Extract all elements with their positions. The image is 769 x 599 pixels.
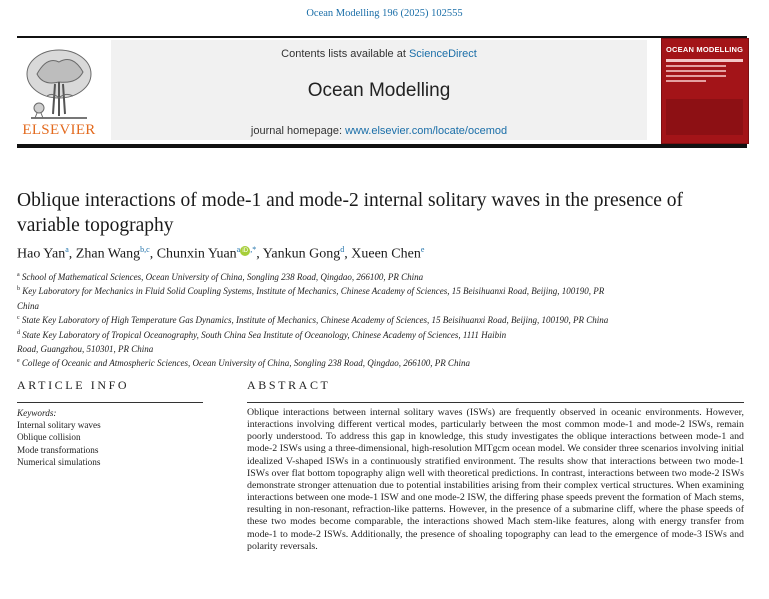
author-name[interactable]: Zhan Wang [75, 246, 141, 262]
keyword-item: Oblique collision [17, 432, 81, 443]
affiliation-line [17, 312, 657, 326]
author-affil-marker[interactable]: b,c [140, 245, 150, 254]
corresponding-author-marker[interactable]: ,* [250, 245, 257, 254]
affil-text: State Key Laboratory of High Temperature Gas Dynamics, Institute of Mechanics, Chinese Academy of Sciences, 15 Beisihuanxi Road, Beijing, 100190, PR China [19, 315, 609, 326]
journal-cover-thumbnail[interactable] [661, 38, 749, 144]
article-info-rule [17, 402, 203, 403]
cover-band [666, 59, 743, 62]
article-title: Oblique interactions of mode-1 and mode-2 internal solitary waves in the presence of variable topography [17, 190, 684, 236]
affiliation-line [17, 341, 657, 355]
affiliation-line [17, 327, 657, 341]
affil-label: b [17, 286, 20, 293]
keyword-item: Internal solitary waves [17, 420, 101, 431]
abstract-rule [247, 402, 744, 403]
sciencedirect-link[interactable]: ScienceDirect [408, 48, 477, 60]
affil-label: c [17, 315, 20, 322]
affiliation-line [17, 283, 657, 297]
cover-title: OCEAN MODELLING [666, 45, 744, 54]
journal-header [17, 36, 747, 148]
author-name[interactable]: Chunxin Yuan [156, 246, 237, 262]
affil-label: a [17, 272, 20, 278]
affil-label: d [17, 329, 20, 336]
author-name[interactable]: Yankun Gong [262, 246, 341, 262]
header-bottom-rule [17, 144, 747, 148]
affil-text: China [17, 300, 40, 311]
author-affil-marker[interactable]: e [420, 245, 425, 254]
abstract-text: Oblique interactions between internal solitary waves (ISWs) are frequently observed in oceanic environments. However, interactions involving different vertical modes, particularly between the most common mode-1 and mode-2 ISWs, remain poorly understood. To address this gap in knowledge, this study investigates the oblique interactions between mode-1 and mode-2 ISWs using a three-dimensional, high-resolution MITgcm ocean model. We consider three scenarios involving initial idealized V-shaped ISWs in a continuously stratified environment. The results show that interactions between two mode-1 ISWs over flat bottom topography align well with theoretical predictions. In contrast, interactions between two mode-2 ISWs demonstrate stronger attenuation due to potential instabilities arising from their complex vertical structures. When examining interactions between one mode-1 ISW and one mode-2 ISW, the differing phase speeds prevent the formation of Mach stems, resulting in non-resonant, refraction-like patterns. However, in the presence of a submarine cliff, where the phase speeds of these two modes become comparable, the interactions showed Mach stem-like features, along with energy transfer from mode-1 to mode-2 ISWs. Additionally, the presence of shoaling topography can lead to the emergence of mode-3 ISWs and polarity reversals. [247, 407, 744, 552]
cover-image [666, 99, 743, 135]
journal-title: Ocean Modelling [307, 80, 451, 101]
journal-citation-link[interactable]: Ocean Modelling 196 (2025) 102555 [306, 8, 463, 19]
affil-text: College of Oceanic and Atmospheric Sciences, Ocean University of China, Songling 238 Road, Qingdao, 266100, PR China [19, 358, 470, 369]
affil-label: e [17, 358, 20, 365]
author-affil-marker[interactable]: a [65, 245, 69, 254]
affiliation-line [17, 298, 657, 312]
keyword-item: Mode transformations [17, 444, 99, 455]
author-name[interactable]: Xueen Chen [351, 246, 421, 262]
orcid-icon[interactable]: iD [240, 246, 250, 256]
keywords-block [17, 407, 207, 468]
article-info-heading: ARTICLE INFO [17, 378, 130, 392]
author-affil-marker[interactable]: a [236, 245, 241, 254]
abstract-heading: ABSTRACT [247, 378, 331, 392]
affiliation-line [17, 269, 657, 283]
affil-text: Key Laboratory for Mechanics in Fluid Solid Coupling Systems, Institute of Mechanics, Chinese Academy of Sciences, 15 Beisihuanxi Road, Beijing, 100190, PR [20, 286, 605, 297]
contents-prefix: Contents lists available at [281, 48, 409, 60]
author-affil-marker[interactable]: d [340, 245, 345, 254]
affil-text: Road, Guangzhou, 510301, PR China [17, 344, 154, 355]
contents-line [111, 48, 647, 60]
cover-text-lines [666, 65, 726, 85]
affiliation-line [17, 355, 657, 369]
author-name[interactable]: Hao Yan [17, 246, 66, 262]
affiliations [17, 269, 657, 370]
journal-homepage-line [111, 125, 647, 137]
publisher-wordmark: ELSEVIER [22, 122, 96, 138]
journal-banner [111, 40, 647, 140]
header-top-rule [17, 36, 747, 38]
homepage-prefix: journal homepage: [250, 125, 346, 137]
affil-text: School of Mathematical Sciences, Ocean University of China, Songling 238 Road, Qingdao, 266100, PR China [19, 272, 424, 282]
journal-homepage-link[interactable]: www.elsevier.com/locate/ocemod [345, 125, 508, 137]
keyword-item: Numerical simulations [17, 456, 101, 467]
affil-text: State Key Laboratory of Tropical Oceanography, South China Sea Institute of Oceanology, Chinese Academy of Sciences, 1111 Haibin [20, 329, 507, 340]
author-list: Hao Yan$^a$, Zhan Wang$^{b,c}$, Chunxin Yuan$^a$ iD ,*, Yankun Gong$^d$, Xueen Chen$^e$ [17, 245, 425, 262]
keywords-label: Keywords: [17, 408, 57, 418]
